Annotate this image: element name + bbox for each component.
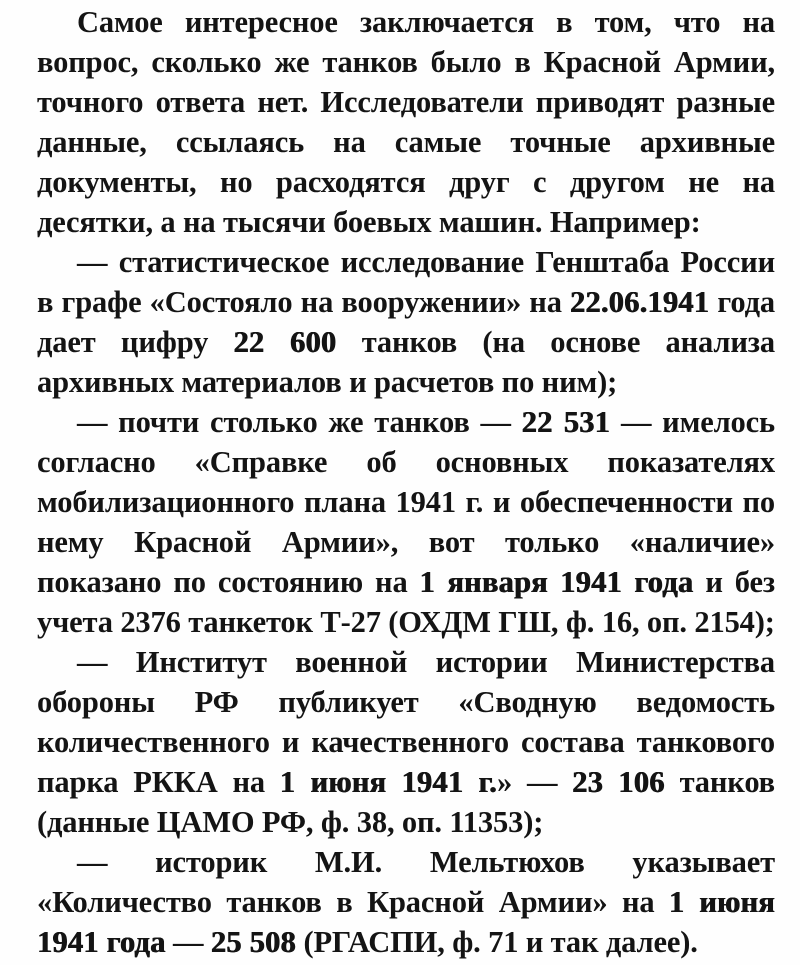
- paragraph: [37, 242, 775, 402]
- emphasis-run: 1 июня 1941 года: [37, 885, 775, 959]
- text-run: » —: [497, 765, 573, 799]
- text-run: танков (на основе анализа архивных материалов и расчетов по ним);: [37, 325, 775, 399]
- text-run: — почти столько же танков —: [77, 405, 522, 439]
- emphasis-run: 22 531: [521, 405, 611, 439]
- emphasis-run: 22 600: [233, 325, 337, 359]
- text-run: — Институт военной истории Министерства обороны РФ публикует «Сводную ведомость количественного и качественного состава танкового парка РККА на: [37, 645, 775, 799]
- text-run: танков (данные ЦАМО РФ, ф. 38, оп. 11353);: [37, 765, 775, 839]
- paragraph: [37, 842, 775, 962]
- paragraph: [37, 642, 775, 842]
- emphasis-run: 1 января 1941 года: [419, 565, 694, 599]
- emphasis-run: 25 508: [210, 925, 296, 959]
- text-run: —: [165, 925, 211, 959]
- emphasis-run: 23 106: [572, 765, 665, 799]
- paragraph: [37, 0, 775, 242]
- paragraph: [37, 402, 775, 642]
- text-run: — статистическое исследование Генштаба России в графе «Состояло на вооружении» на: [37, 245, 775, 319]
- text-run: — имелось согласно «Справке об основных показателях мобилизационного плана 1941 г. и обеспеченности по нему Красной Армии», вот только «наличие» показано по состоянию на: [37, 405, 776, 599]
- text-run: Самое интересное заключается в том, что на вопрос, сколько же танков было в Красной Армии, точного ответа нет. Исследователи приводят разные данные, ссылаясь на самые точные архивные документы, но расходятся друг с другом не на десятки, а на тысячи боевых машин. Например:: [37, 5, 775, 239]
- text-run: — историк М.И. Мельтюхов указывает «Количество танков в Красной Армии» на: [37, 845, 775, 919]
- emphasis-run: 22.06.1941: [570, 285, 710, 319]
- text-run: (РГАСПИ, ф. 71 и так далее).: [295, 925, 698, 959]
- emphasis-run: 1 июня 1941 г.: [279, 765, 497, 799]
- text-run: года дает цифру: [37, 285, 775, 359]
- body-text-block: [37, 0, 775, 962]
- text-run: и без учета 2376 танкеток Т-27 (ОХДМ ГШ, ф. 16, оп. 2154);: [37, 565, 775, 639]
